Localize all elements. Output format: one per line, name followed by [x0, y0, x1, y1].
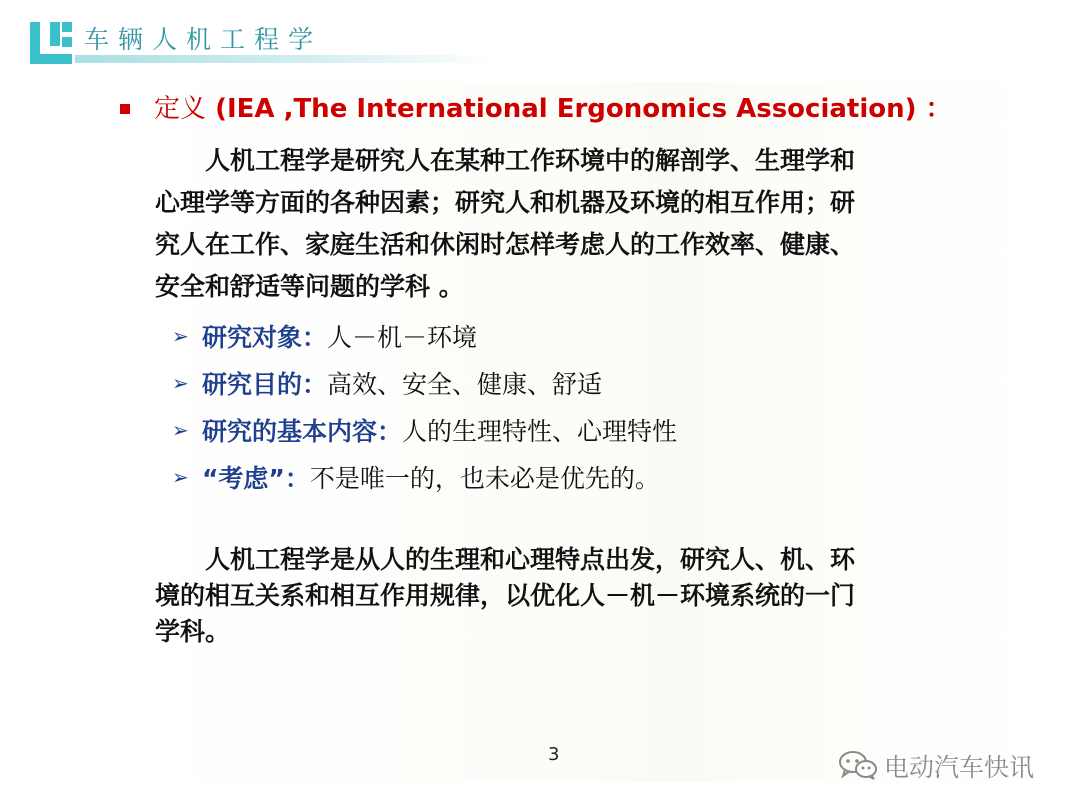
summary-paragraph [155, 542, 855, 650]
paragraph-line: 人机工程学是研究人在某种工作环境中的解剖学、生理学和 [155, 146, 856, 175]
arrow-bullet-icon: ➢ [172, 371, 189, 395]
bullet-value: 不是唯一的，也未必是优先的。 [309, 464, 660, 493]
definition-paragraph [155, 140, 855, 308]
bullet-key: 研究的基本内容： [202, 417, 403, 446]
bullet-value: 高效、安全、健康、舒适 [327, 370, 603, 399]
arrow-bullet-icon: ➢ [172, 465, 189, 489]
definition-label: 定义 [154, 94, 207, 124]
paragraph-line: 人机工程学是从人的生理和心理特点出发，研究人、机、环 [155, 545, 856, 574]
arrow-bullet-icon: ➢ [172, 418, 189, 442]
paragraph-line: 学科。 [155, 617, 231, 646]
paragraph-line: 安全和舒适等问题的学科 。 [155, 272, 464, 301]
definition-title: (IEA ,The International Ergonomics Association) ： [215, 94, 952, 124]
paragraph-line: 心理学等方面的各种因素；研究人和机器及环境的相互作用；研 [155, 188, 856, 217]
watermark-text: 电动汽车快讯 [884, 753, 1035, 782]
paragraph-line: 究人在工作、家庭生活和休闲时怎样考虑人的工作效率、健康、 [155, 230, 856, 259]
header-underline [75, 55, 495, 63]
bullet-key: 研究对象： [202, 323, 328, 352]
bullet-key: “考虑”： [202, 464, 310, 493]
page-number: 3 [548, 744, 560, 765]
header-title: 车辆人机工程学 [84, 25, 323, 54]
bullet-key: 研究目的： [202, 370, 328, 399]
wechat-icon [838, 750, 878, 780]
paragraph-line: 境的相互关系和相互作用规律，以优化人－机－环境系统的一门 [155, 581, 856, 610]
logo-icon [30, 22, 72, 64]
bullet-value: 人的生理特性、心理特性 [402, 417, 678, 446]
bullet-value: 人－机－环境 [327, 323, 478, 352]
arrow-bullet-icon: ➢ [172, 324, 189, 348]
square-bullet-icon [120, 104, 130, 114]
